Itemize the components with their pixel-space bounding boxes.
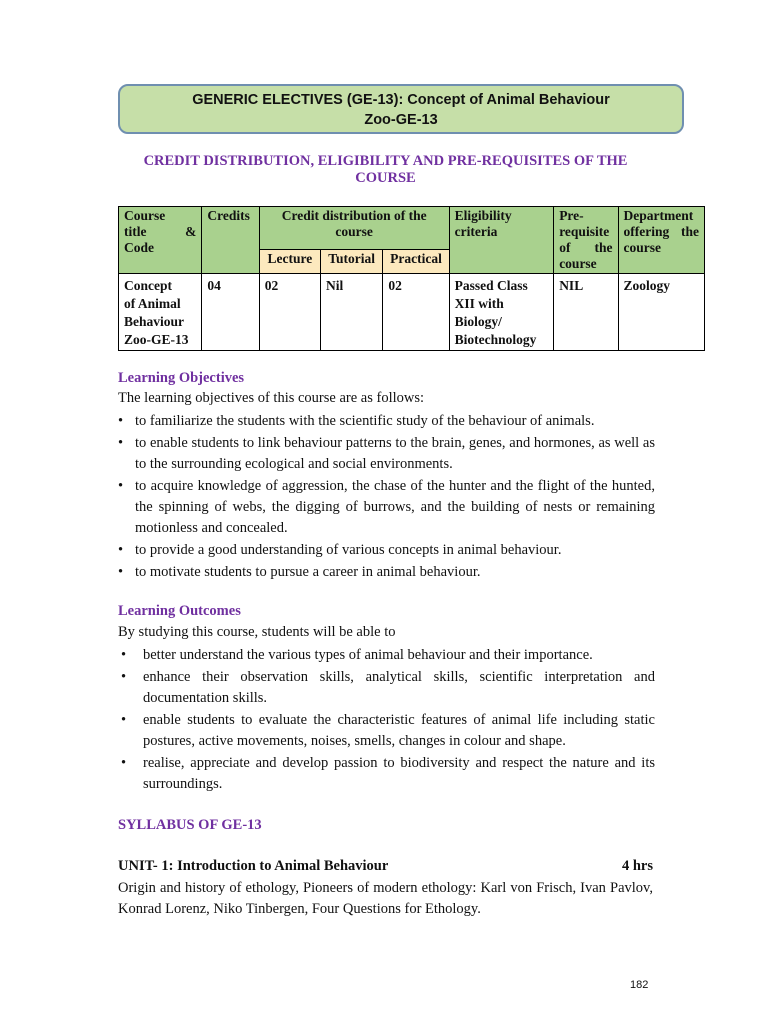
cell-lecture: 02 bbox=[259, 274, 320, 351]
header-lecture: Lecture bbox=[259, 250, 320, 274]
cell-credits: 04 bbox=[202, 274, 259, 351]
header-course-title: Course title & Code bbox=[119, 207, 202, 274]
banner-code: Zoo-GE-13 bbox=[364, 112, 438, 128]
list-item: • to acquire knowledge of aggression, the chase of the hunter and the flight of the hunted, the spinning of webs, the digging of burrows, and the building of nests or remaining motionless and concealed. bbox=[118, 476, 655, 539]
credit-heading-line-2: COURSE bbox=[355, 170, 416, 186]
cell-prerequisite: NIL bbox=[554, 274, 618, 351]
learning-outcomes-heading: Learning Outcomes bbox=[118, 603, 241, 619]
credit-distribution-table bbox=[118, 206, 705, 351]
header-practical: Practical bbox=[383, 250, 449, 274]
objectives-list bbox=[118, 411, 655, 584]
header-prerequisite: Pre- requisite of the course bbox=[554, 207, 618, 274]
cell-department: Zoology bbox=[618, 274, 704, 351]
cell-eligibility: Passed Class XII with Biology/ Biotechnology bbox=[449, 274, 554, 351]
list-item: • to enable students to link behaviour patterns to the brain, genes, and hormones, as well as to the surrounding ecological and social environments. bbox=[118, 433, 655, 475]
list-item: • realise, appreciate and develop passion to biodiversity and respect the nature and its surroundings. bbox=[118, 753, 655, 795]
table-header-row bbox=[119, 207, 705, 250]
cell-tutorial: Nil bbox=[321, 274, 383, 351]
outcomes-intro: By studying this course, students will be able to bbox=[118, 624, 396, 640]
page-number: 182 bbox=[630, 979, 649, 991]
header-tutorial: Tutorial bbox=[321, 250, 383, 274]
unit-1-heading bbox=[118, 858, 653, 875]
syllabus-heading: SYLLABUS OF GE-13 bbox=[118, 817, 262, 833]
list-item: • to motivate students to pursue a career in animal behaviour. bbox=[118, 562, 655, 583]
header-eligibility: Eligibility criteria bbox=[449, 207, 554, 274]
learning-objectives-heading: Learning Objectives bbox=[118, 370, 245, 386]
objectives-intro: The learning objectives of this course are as follows: bbox=[118, 390, 425, 406]
unit-1-hours: 4 hrs bbox=[621, 858, 653, 874]
credit-heading-line-1: CREDIT DISTRIBUTION, ELIGIBILITY AND PRE-REQUISITES OF THE bbox=[143, 153, 628, 169]
list-item: • to provide a good understanding of various concepts in animal behaviour. bbox=[118, 540, 655, 561]
course-title-banner bbox=[118, 84, 684, 134]
list-item: • to familiarize the students with the scientific study of the behaviour of animals. bbox=[118, 411, 655, 432]
cell-practical: 02 bbox=[383, 274, 449, 351]
list-item: • enhance their observation skills, analytical skills, scientific interpretation and documentation skills. bbox=[118, 667, 655, 709]
unit-1-title: UNIT- 1: Introduction to Animal Behaviour bbox=[118, 858, 389, 874]
table-row bbox=[119, 274, 705, 351]
header-department: Department offering the course bbox=[618, 207, 704, 274]
header-credit-distribution: Credit distribution of the course bbox=[259, 207, 449, 250]
header-credits: Credits bbox=[202, 207, 259, 274]
cell-course-title: Concept of Animal Behaviour Zoo-GE-13 bbox=[119, 274, 202, 351]
unit-1-description: Origin and history of ethology, Pioneers of modern ethology: Karl von Frisch, Ivan Pavlov, Konrad Lorenz, Niko Tinbergen, Four Questions for Ethology. bbox=[118, 880, 653, 917]
list-item: • enable students to evaluate the characteristic features of animal life including static postures, active movements, noises, smells, changes in colour and shape. bbox=[118, 710, 655, 752]
list-item: • better understand the various types of animal behaviour and their importance. bbox=[118, 645, 655, 666]
banner-title: GENERIC ELECTIVES (GE-13): Concept of Animal Behaviour bbox=[192, 92, 610, 108]
outcomes-list bbox=[118, 645, 655, 796]
credit-distribution-heading bbox=[118, 153, 653, 187]
